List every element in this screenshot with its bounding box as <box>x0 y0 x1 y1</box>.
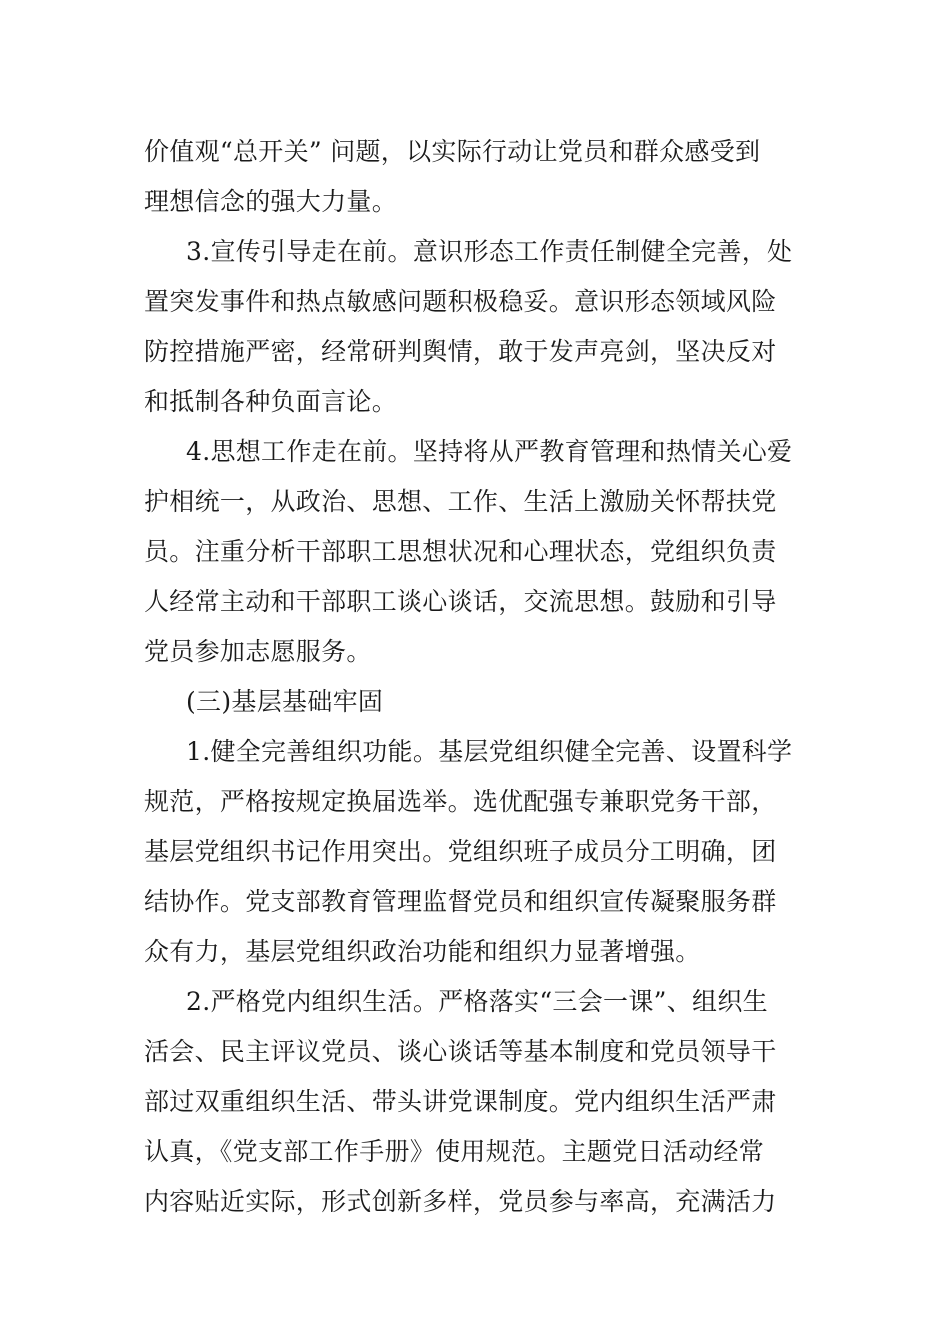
text-line: 党员参加志愿服务。 <box>144 637 372 666</box>
text-line: 价值观“总开关” 问题，以实际行动让党员和群众感受到 <box>144 137 761 166</box>
text-line: 护相统一，从政治、思想、工作、生活上激励关怀帮扶党 <box>144 487 777 516</box>
text-line: 内容贴近实际，形式创新多样，党员参与率高，充满活力 <box>144 1187 777 1216</box>
text-line: 置突发事件和热点敏感问题积极稳妥。意识形态领域风险 <box>144 287 777 316</box>
paragraph-start-line: 3.宣传引导走在前。意识形态工作责任制健全完善，处 <box>186 237 793 266</box>
text-line: 部过双重组织生活、带头讲党课制度。党内组织生活严肃 <box>144 1087 777 1116</box>
text-line: 和抵制各种负面言论。 <box>144 387 398 416</box>
text-line: 认真，《党支部工作手册》使用规范。主题党日活动经常 <box>144 1137 765 1166</box>
text-line: 结协作。党支部教育管理监督党员和组织宣传凝聚服务群 <box>144 887 777 916</box>
text-line: 活会、民主评议党员、谈心谈话等基本制度和党员领导干 <box>144 1037 777 1066</box>
text-line: 理想信念的强大力量。 <box>144 187 398 216</box>
paragraph-start-line: 2.严格党内组织生活。严格落实“三会一课”、组织生 <box>186 987 768 1016</box>
text-line: 基层党组织书记作用突出。党组织班子成员分工明确，团 <box>144 837 777 866</box>
paragraph-start-line: 4.思想工作走在前。坚持将从严教育管理和热情关心爱 <box>186 437 793 466</box>
text-line: 人经常主动和干部职工谈心谈话，交流思想。鼓励和引导 <box>144 587 777 616</box>
text-line: 防控措施严密，经常研判舆情，敢于发声亮剑，坚决反对 <box>144 337 777 366</box>
document-body <box>144 127 810 1227</box>
section-heading: (三)基层基础牢固 <box>186 687 384 716</box>
text-line: 众有力，基层党组织政治功能和组织力显著增强。 <box>144 937 701 966</box>
text-line: 员。注重分析干部职工思想状况和心理状态，党组织负责 <box>144 537 777 566</box>
text-line: 规范，严格按规定换届选举。选优配强专兼职党务干部， <box>144 787 777 816</box>
paragraph-start-line: 1.健全完善组织功能。基层党组织健全完善、设置科学 <box>186 737 793 766</box>
